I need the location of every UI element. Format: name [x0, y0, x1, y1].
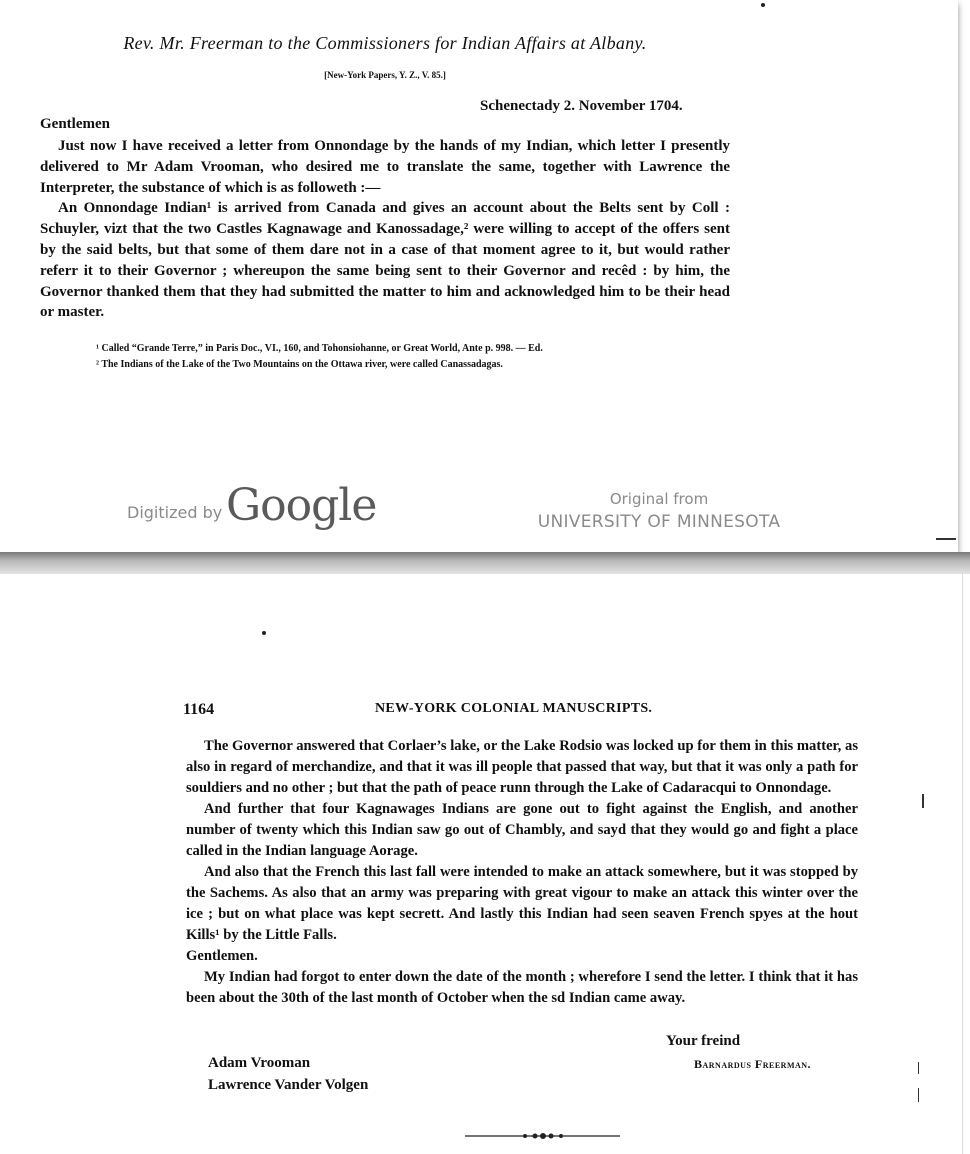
paragraph: An Onnondage Indian¹ is arrived from Canada and gives an account about the Belts sent by Coll : Schuyler, vizt that the two Castles Kagnawage and Kanossadage,² were willing to accept of the offers sent by the said belts, but that some of them dare not in a case of that moment agree to it, but would rather referr it to their Governor ; whereupon the same being sent to their Governor and recêd : by him, the Governor thanked them that they had submitted the matter to him and acknowledged him to be their head or master.	[40, 200, 730, 321]
scan-page-lower	[0, 574, 963, 1154]
running-head: NEW-YORK COLONIAL MANUSCRIPTS.	[375, 701, 653, 716]
digitized-by-label: Digitized by	[127, 503, 223, 522]
letter-place-date: Schenectady 2. November 1704.	[480, 98, 683, 114]
footnote: ¹ Called “Grande Terre,” in Paris Doc., VI., 160, and Tohonsiohanne, or Great World, Ante p. 998. — Ed.	[96, 343, 543, 354]
paragraph: The Governor answered that Corlaer’s lake, or the Lake Rodsio was locked up for them in this matter, as also in regard of merchandize, and that it was ill people that passed that way, but that it was only a path for souldiers and no other ; but that the path of peace runn through the Lake of Cadaracqui to Onnondage.	[186, 738, 858, 796]
scan-mark	[936, 538, 956, 540]
original-from-label: Original from	[609, 490, 709, 508]
paragraph: My Indian had forgot to enter down the date of the month ; wherefore I send the letter. I think that it has been about the 30th of the last month of October when the sd Indian came away.	[186, 969, 858, 1006]
page-separator	[0, 552, 970, 574]
witness-name: Adam Vrooman	[208, 1055, 311, 1071]
letter-salutation: Gentlemen	[40, 116, 110, 132]
scan-speck	[761, 3, 765, 7]
google-logo: Google	[226, 480, 377, 531]
paragraph: Just now I have received a letter from Onnondage by the hands of my Indian, which letter I presently delivered to Mr Adam Vrooman, who desired me to translate the same, together with Lawrence the Interpreter, the substance of which is as followeth :—	[40, 138, 730, 196]
letter-body-upper	[40, 136, 730, 323]
institution-name: UNIVERSITY OF MINNESOTA	[537, 512, 781, 532]
scan-page-upper	[0, 0, 958, 552]
footnote: ² The Indians of the Lake of the Two Mountains on the Ottawa river, were called Canassadagas.	[96, 359, 503, 370]
letter-body-lower	[186, 736, 858, 1009]
ornament-rule-icon	[465, 1132, 620, 1140]
scan-mark	[918, 1062, 919, 1074]
paragraph: And further that four Kagnawages Indians are gone out to fight against the English, and another number of twenty which this Indian saw go out of Chambly, and sayd that they would go and fight a place called in the Indian language Aorage.	[186, 801, 858, 859]
letter-closing: Your freind	[666, 1033, 741, 1049]
witness-name: Lawrence Vander Volgen	[208, 1077, 369, 1093]
source-reference: [New-York Papers, Y. Z., V. 85.]	[324, 70, 446, 80]
letter-signature: Barnardus Freerman.	[694, 1057, 812, 1071]
scan-mark	[922, 794, 924, 808]
footnotes	[96, 341, 543, 373]
page-number: 1164	[183, 701, 215, 718]
document-heading: Rev. Mr. Freerman to the Commissioners for Indian Affairs at Albany.	[123, 33, 647, 53]
letter-salutation: Gentlemen.	[186, 948, 258, 964]
scan-speck	[262, 631, 266, 635]
paragraph: And also that the French this last fall were intended to make an attack somewhere, but it was stopped by the Sachems. As also that an army was preparing with great vigour to make an attack this winter over the ice ; but on what place was kept secrett. And lastly this Indian had seen seaven French spyes at the hout Kills¹ by the Little Falls.	[186, 864, 858, 943]
scan-mark	[918, 1088, 919, 1102]
